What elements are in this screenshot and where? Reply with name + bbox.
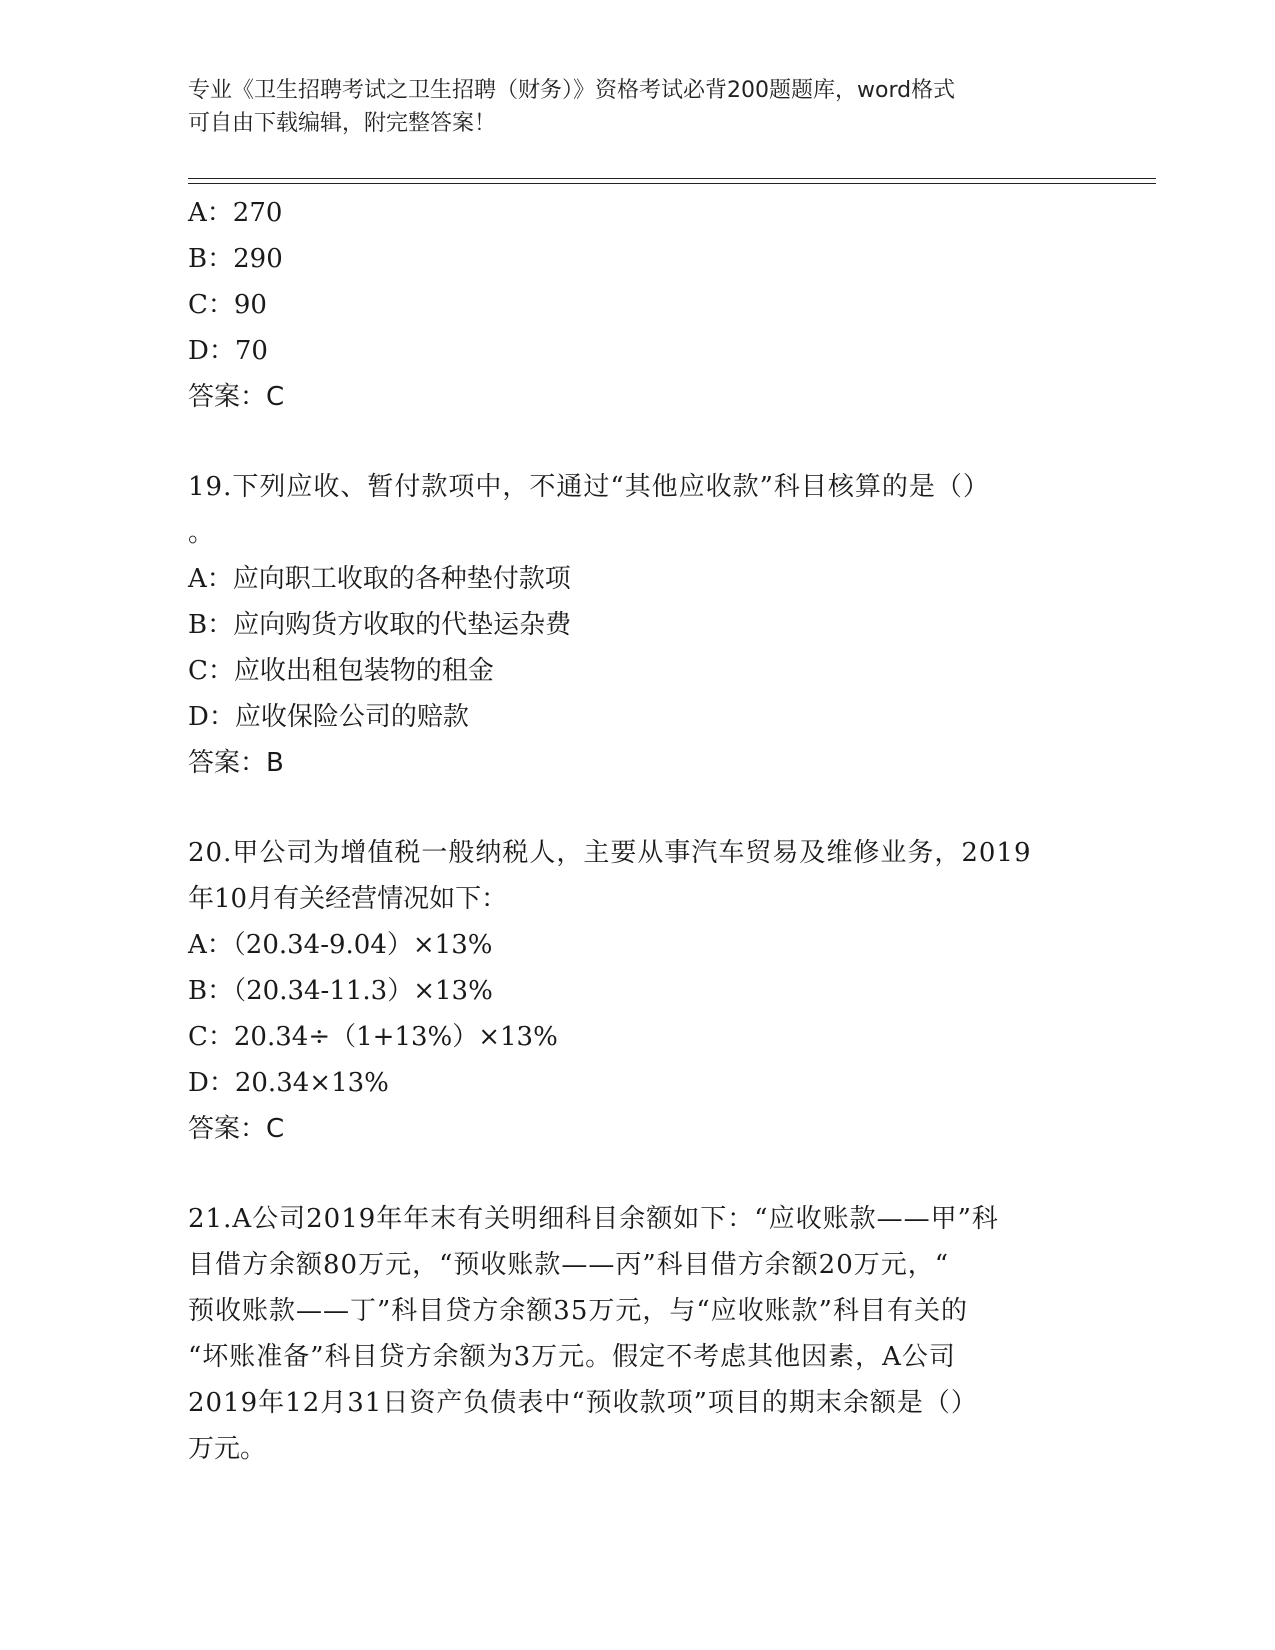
answer-label: 答案：C xyxy=(188,1114,285,1144)
question-content xyxy=(188,190,1088,1472)
question-stem-line: 万元。 xyxy=(188,1434,267,1464)
question-stem-line: 20.甲公司为增值税一般纳税人，主要从事汽车贸易及维修业务，2019 xyxy=(188,838,1032,868)
option-d: D：应收保险公司的赔款 xyxy=(188,702,469,732)
option-b: B：应向购货方收取的代垫运杂费 xyxy=(188,610,572,640)
question-stem-line: 19.下列应收、暂付款项中，不通过“其他应收款”科目核算的是（） xyxy=(188,472,990,502)
option-c: C：应收出租包装物的租金 xyxy=(188,656,494,686)
question-stem-line: 预收账款——丁”科目贷方余额35万元，与“应收账款”科目有关的 xyxy=(188,1296,968,1326)
question-19-block xyxy=(188,464,1088,786)
option-d: D：20.34×13% xyxy=(188,1068,389,1098)
option-b: B：（20.34-11.3）×13% xyxy=(188,976,493,1006)
option-c: C：20.34÷（1+13%）×13% xyxy=(188,1022,558,1052)
option-a: A：（20.34-9.04）×13% xyxy=(188,930,493,960)
question-21-block xyxy=(188,1196,1088,1472)
question-stem-line: “坏账准备”科目贷方余额为3万元。假定不考虑其他因素，A公司 xyxy=(188,1342,956,1372)
question-18-block xyxy=(188,190,1088,420)
question-stem-line: 年10月有关经营情况如下： xyxy=(188,884,508,914)
option-a: A：270 xyxy=(188,198,283,228)
option-d: D：70 xyxy=(188,336,268,366)
question-stem-line: 21.A公司2019年年末有关明细科目余额如下：“应收账款——甲”科 xyxy=(188,1204,999,1234)
option-c: C：90 xyxy=(188,290,267,320)
question-20-block xyxy=(188,830,1088,1152)
answer-label: 答案：C xyxy=(188,382,285,412)
question-stem-line: 目借方余额80万元，“预收账款——丙”科目借方余额20万元，“ xyxy=(188,1250,950,1280)
document-header xyxy=(188,74,1088,140)
question-stem-line: 2019年12月31日资产负债表中“预收款项”项目的期末余额是（） xyxy=(188,1388,978,1418)
answer-label: 答案：B xyxy=(188,748,284,778)
question-stem-line: 。 xyxy=(188,518,215,548)
header-title-line-1: 专业《卫生招聘考试之卫生招聘（财务）》资格考试必背200题题库，word格式 xyxy=(188,78,956,103)
option-b: B：290 xyxy=(188,244,283,274)
header-divider-bottom xyxy=(188,183,1156,184)
option-a: A：应向职工收取的各种垫付款项 xyxy=(188,564,571,594)
header-divider-top xyxy=(188,178,1156,179)
header-title-line-2: 可自由下载编辑，附完整答案！ xyxy=(188,111,497,136)
